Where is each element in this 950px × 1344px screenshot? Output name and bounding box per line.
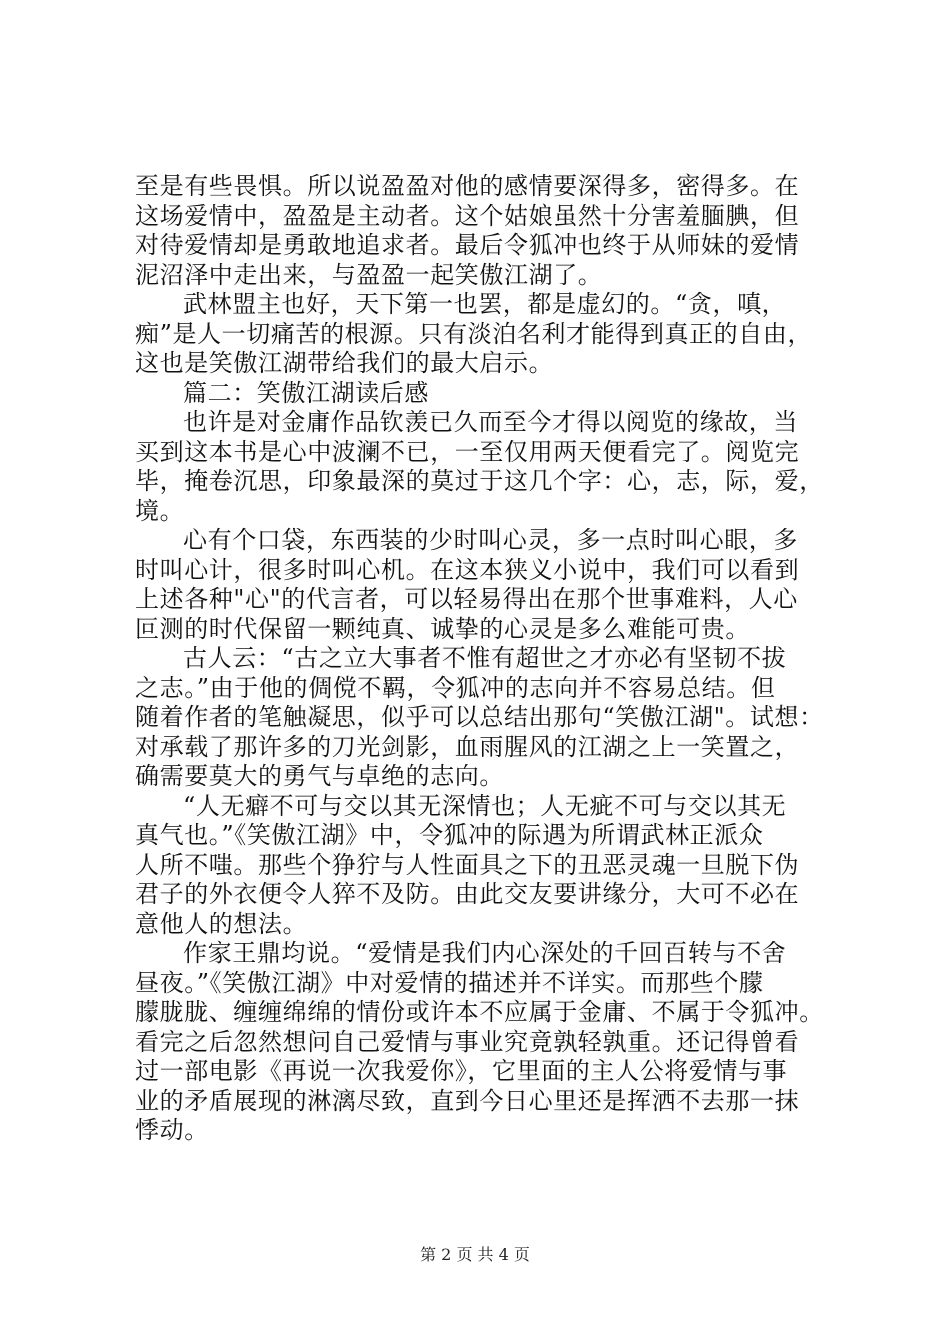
text-line: 君子的外衣便令人猝不及防。由此交友要讲缘分，大可不必在 [135,880,800,908]
text-line: 这也是笑傲江湖带给我们的最大启示。 [135,349,554,377]
text-line: 作家王鼎均说。“爱情是我们内心深处的千回百转与不舍 [183,939,787,967]
text-line: 之志。”由于他的倜傥不羁，令狐冲的志向并不容易总结。但 [135,673,776,702]
text-line: 人所不嗤。那些个狰狞与人性面具之下的丑恶灵魂一旦脱下伪 [135,850,800,879]
text-line: 真气也。”《笑傲江湖》中，令狐冲的际遇为所谓武林正派众 [135,821,764,849]
text-line: 买到这本书是心中波澜不已，一至仅用两天便看完了。阅览完 [135,437,800,466]
text-line: 泥沼泽中走出来，与盈盈一起笑傲江湖了。 [135,260,603,289]
text-line: 武林盟主也好，天下第一也罢，都是虚幻的。“贪，嗔， [183,290,787,318]
page-number-footer: 第 2 页 共 4 页 [420,1245,530,1264]
text-line: 朦胧胧、缠缠绵绵的情份或许本不应属于金庸、不属于令狐冲。 [135,998,824,1026]
text-line: 也许是对金庸作品钦羡已久而至今才得以阅览的缘故，当 [183,408,798,436]
text-line: “人无癖不可与交以其无深情也；人无疵不可与交以其无 [183,791,787,820]
text-line: 确需要莫大的勇气与卓绝的志向。 [135,762,504,790]
text-line: 悸动。 [135,1116,209,1144]
text-line: 毕，掩卷沉思，印象最深的莫过于这几个字：心，志，际，爱， [135,467,824,495]
text-line: 过一部电影《再说一次我爱你》，它里面的主人公将爱情与事 [135,1057,788,1085]
text-line: 上述各种"心"的代言者，可以轻易得出在那个世事难料，人心 [135,585,798,613]
text-line: 境。 [135,496,185,525]
text-line: 古人云：“古之立大事者不惟有超世之才亦必有坚韧不拔 [183,644,787,672]
text-line: 心有个口袋，东西装的少时叫心灵，多一点时叫心眼，多 [183,526,798,554]
text-line: 业的矛盾展现的淋漓尽致，直到今日心里还是挥洒不去那一抹 [135,1086,800,1115]
text-line: 看完之后忽然想问自己爱情与事业究竟孰轻孰重。还记得曾看 [135,1027,800,1056]
text-line: 叵测的时代保留一颗纯真、诚挚的心灵是多么难能可贵。 [135,614,750,643]
text-line: 对待爱情却是勇敢地追求者。最后令狐冲也终于从师妹的爱情 [135,231,800,259]
text-line: 随着作者的笔触凝思，似乎可以总结出那句“笑傲江湖"。试想： [135,703,824,731]
text-line: 时叫心计，很多时叫心机。在这本狭义小说中，我们可以看到 [135,555,800,584]
text-line: 意他人的想法。 [135,909,308,938]
document-body [135,172,835,1146]
text-line: 对承载了那许多的刀光剑影，血雨腥风的江湖之上一笑置之， [135,732,800,761]
text-line: 痴”是人一切痛苦的根源。只有淡泊名利才能得到真正的自由， [135,319,813,348]
text-line: 这场爱情中，盈盈是主动者。这个姑娘虽然十分害羞腼腆，但 [135,201,800,230]
section-heading: 篇二：笑傲江湖读后感 [183,378,429,407]
text-line: 昼夜。”《笑傲江湖》中对爱情的描述并不详实。而那些个朦 [135,968,764,997]
text-line: 至是有些畏惧。所以说盈盈对他的感情要深得多，密得多。在 [135,172,800,200]
